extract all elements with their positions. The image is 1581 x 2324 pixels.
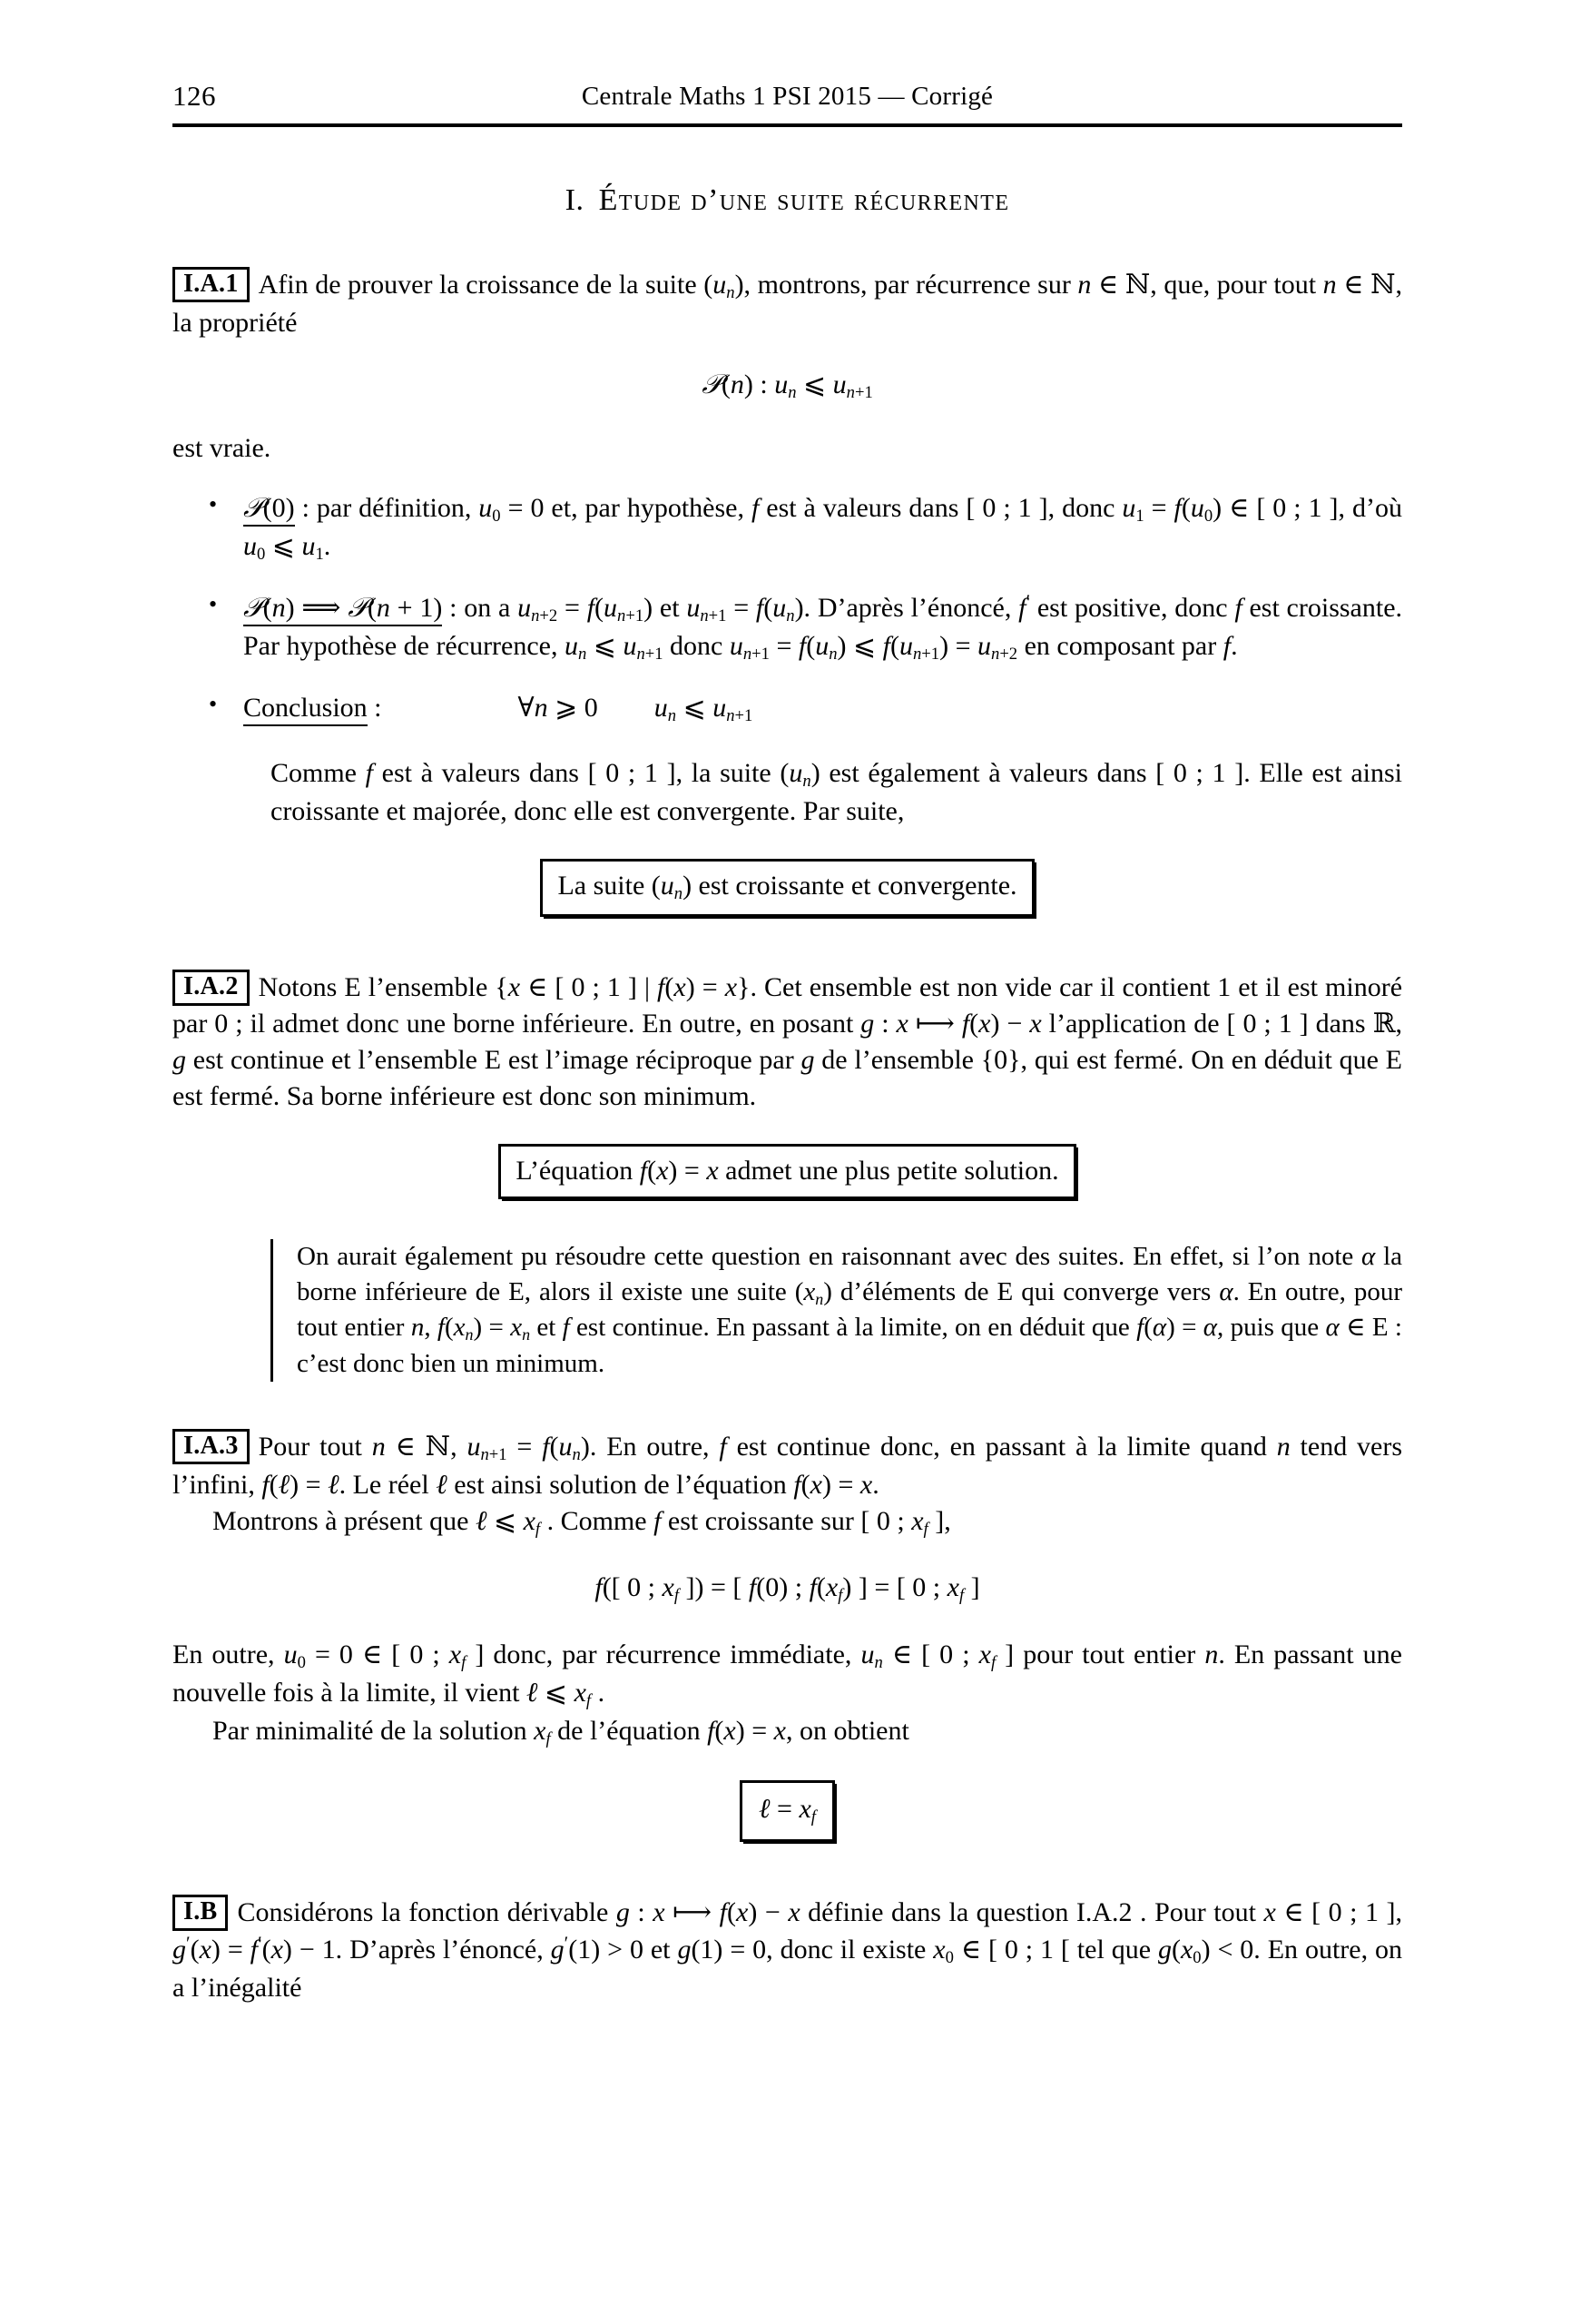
ia1-after-display: est vraie.: [172, 433, 271, 464]
ia2-result-box: L’équation f(x) = x admet une plus petite solution.: [498, 1144, 1075, 1199]
question-tag-ia3: I.A.3: [172, 1429, 250, 1464]
ia1-result-box: La suite $(u_n)$ est croissante et convergente.: [540, 859, 1034, 918]
question-ia2-paragraph: [172, 970, 1402, 1115]
ia1-conclusion-math-right: $u_n$ ⩽ $u_{n+1}$: [653, 693, 753, 726]
running-header: [172, 71, 1402, 122]
ia1-closing-block: [270, 755, 1402, 830]
ia1-bullet-list: [172, 490, 1402, 728]
ib-text: Considérons la fonction dérivable g : x ⟼ f(x) − x définie dans la question I.A.2 . Pour tout x ∈ [ 0 ; 1 ], g′(x) = f′(x) − 1. D’après l’énoncé, g′(1) > 0 et g(1) = 0, donc il existe $x_0$ ∈ [ 0 ; 1 [ tel que $g(x_0) < 0$. En outre, on a l’inégalité: [172, 1897, 1403, 2003]
question-ia1-intro: [172, 267, 1402, 341]
ia1-bullet2-label: 𝒫(n) ⟹ 𝒫(n + 1): [243, 593, 442, 626]
ia2-result-box-wrap: [172, 1144, 1402, 1199]
ia1-bullet1-label: 𝒫(0): [243, 493, 295, 527]
section-heading: [172, 183, 1402, 218]
header-rule: [172, 123, 1402, 127]
running-title: Centrale Maths 1 PSI 2015 — Corrigé: [581, 82, 994, 111]
question-tag-ib: I.B: [172, 1895, 228, 1930]
ia2-text: Notons E l’ensemble {x ∈ [ 0 ; 1 ] | f(x) = x}. Cet ensemble est non vide car il contient 1 et il est minoré par 0 ; il admet donc une borne inférieure. En outre, en posant g : x ⟼ f(x) − x l’application de [ 0 ; 1 ] dans ℝ, g est continue et l’ensemble E est l’image réciproque par g de l’ensemble {0}, qui est fermé. On en déduit que E est fermé. Sa borne inférieure est donc son minimum.: [172, 972, 1403, 1112]
ia1-bullet1-text: : par définition, $u_0 = 0$ et, par hypothèse, f est à valeurs dans [ 0 ; 1 ], donc $u_1 = f(u_0)$ ∈ [ 0 ; 1 ], d’où $u_0$ ⩽ $u_1$.: [243, 492, 1402, 565]
section-number: I.: [565, 183, 584, 217]
ia3-para3: En outre, $u_0 = 0$ ∈ [ 0 ; $x_f$ ] donc, par récurrence immédiate, $u_n$ ∈ [ 0 ; $x_f$ ] pour tout entier n. En passant une nouvelle fois à la limite, il vient ℓ ⩽ $x_f$ .: [172, 1639, 1402, 1711]
question-tag-ia1: I.A.1: [172, 267, 250, 302]
page-number: 126: [172, 80, 216, 112]
ia1-conclusion-math-left: ∀n ⩾ 0: [517, 693, 598, 724]
question-tag-ia2: I.A.2: [172, 970, 250, 1005]
page-content: [172, 71, 1402, 2005]
ia1-closing-paragraph: Comme f est à valeurs dans [ 0 ; 1 ], la suite $(u_n)$ est également à valeurs dans [ 0 ; 1 ]. Elle est ainsi croissante et majorée, donc elle est convergente. Par suite,: [270, 757, 1402, 826]
ia3-display-image: f([ 0 ; $x_f$ ]) = [ f(0) ; $f(x_f)$ ] = [ 0 ; $x_f$ ]: [594, 1571, 980, 1605]
ia3-para4: Par minimalité de la solution $x_f$ de l’équation f(x) = x, on obtient: [212, 1715, 909, 1748]
ia3-result-box: ℓ = $x_f$: [740, 1780, 835, 1843]
ia1-bullet2-text: : on a $u_{n+2} = f(u_{n+1})$ et $u_{n+1} = f(u_n)$. D’après l’énoncé, f′ est positive, donc f est croissante. Par hypothèse de récurrence, $u_n$ ⩽ $u_{n+1}$ donc $u_{n+1} = f(u_n)$ ⩽ $f(u_{n+1}) = u_{n+2}$ en composant par f.: [243, 590, 1403, 665]
ia1-bullet-induction-step: [172, 590, 1402, 666]
ia1-display-property: 𝒫(n) : $u_n$ ⩽ $u_{n+1}$: [702, 368, 873, 403]
ia1-bullet3-colon: :: [367, 693, 382, 724]
question-ib-paragraph: [172, 1895, 1402, 2005]
ia2-remark-block: [270, 1239, 1402, 1382]
ia1-intro-text: Afin de prouver la croissance de la suite $(u_n)$, montrons, par récurrence sur n ∈ ℕ, que, pour tout n ∈ ℕ, la propriété: [172, 269, 1403, 338]
ia1-bullet-base-case: [172, 490, 1402, 566]
ia1-bullet3-label: Conclusion: [243, 693, 368, 726]
section-name: Étude d’une suite récurrente: [598, 183, 1010, 217]
question-ia3-paragraph: [172, 1429, 1402, 1503]
ia3-para1: Pour tout n ∈ ℕ, $u_{n+1} = f(u_n)$. En outre, f est continue donc, en passant à la limite quand n tend vers l’infini, f(ℓ) = ℓ. Le réel ℓ est ainsi solution de l’équation f(x) = x.: [172, 1430, 1403, 1500]
ia2-remark-text: On aurait également pu résoudre cette question en raisonnant avec des suites. En effet, si l’on note α la borne inférieure de E, alors il existe une suite $(x_n)$ d’éléments de E qui converge vers α. En outre, pour tout entier n, $f(x_n) = x_n$ et f est continue. En passant à la limite, on en déduit que f(α) = α, puis que α ∈ E : c’est donc bien un minimum.: [297, 1241, 1402, 1379]
ia3-para2: Montrons à présent que ℓ ⩽ $x_f$ . Comme f est croissante sur [ 0 ; $x_f$ ],: [212, 1505, 951, 1539]
ia1-result-box-wrap: [172, 859, 1402, 918]
ia3-result-box-wrap: [172, 1780, 1402, 1843]
ia1-bullet-conclusion: [172, 690, 1402, 728]
